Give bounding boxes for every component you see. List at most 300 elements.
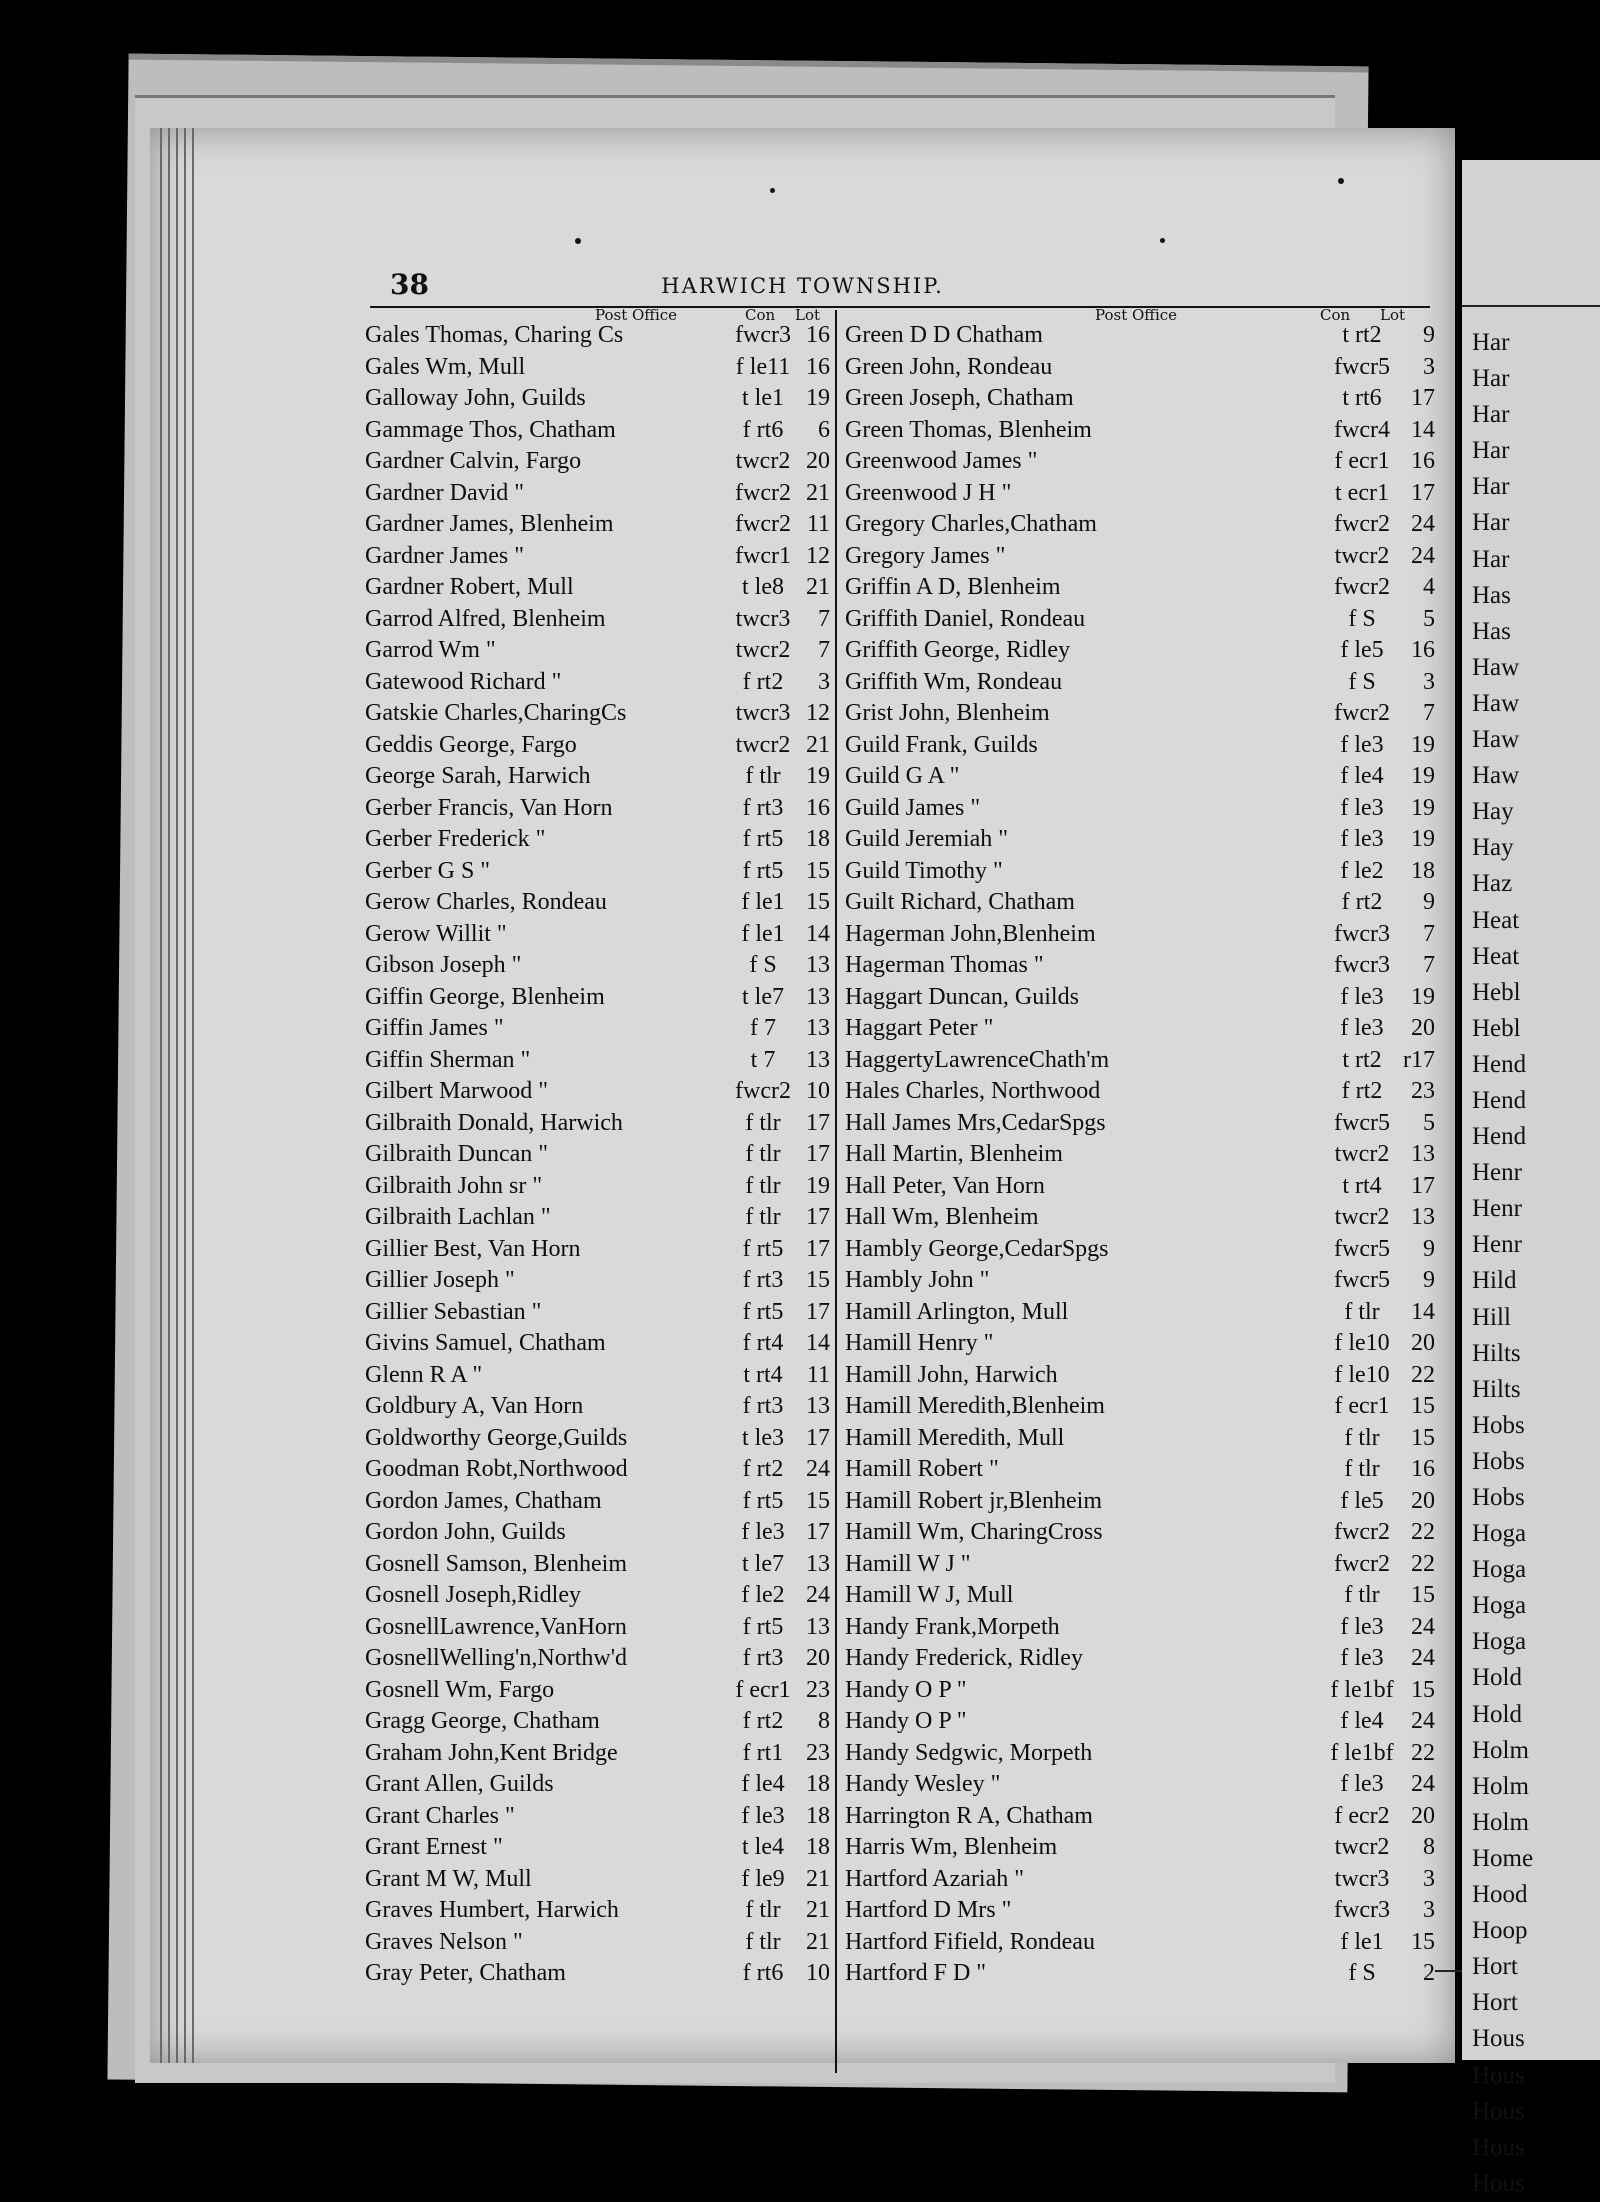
directory-entry <box>365 320 830 352</box>
entry-lot: 18 <box>806 826 830 852</box>
entry-lot: 19 <box>1411 794 1435 821</box>
next-page-fragment: Has <box>1472 581 1511 609</box>
entry-name: Hamill Arlington, Mull <box>845 1298 1069 1325</box>
entry-lot: 16 <box>806 794 830 821</box>
entry-concession: f le1 <box>741 889 785 915</box>
entry-lot: 12 <box>806 542 830 569</box>
next-page-fragment: Hoga <box>1472 1592 1527 1620</box>
next-page-fragment: Hoga <box>1472 1556 1527 1584</box>
entry-name: Hall Peter, Van Horn <box>845 1172 1045 1199</box>
entry-lot: 17 <box>806 1298 830 1325</box>
entry-name: HaggertyLawrenceChath'm <box>845 1046 1110 1073</box>
entry-lot: 24 <box>806 1456 830 1482</box>
entry-lot: 10 <box>806 1960 830 1986</box>
entry-concession: f tlr <box>1344 1298 1380 1325</box>
entry-concession: f rt5 <box>742 826 784 852</box>
entry-name: Green Thomas, Blenheim <box>845 416 1092 443</box>
entry-concession: f S <box>1348 1960 1376 1986</box>
entry-lot: 19 <box>1411 763 1435 789</box>
entry-lot: 3 <box>818 668 830 695</box>
entry-name: Gilbert Marwood " <box>365 1078 549 1104</box>
directory-entry <box>365 572 830 604</box>
directory-entry <box>365 541 830 573</box>
entry-lot: 17 <box>806 1204 830 1230</box>
entry-concession: f tlr <box>745 1141 781 1167</box>
directory-entry <box>365 1234 830 1266</box>
entry-lot: 2 <box>1423 1960 1435 1986</box>
entry-concession: fwcr2 <box>735 511 791 537</box>
next-page-fragment: Holm <box>1472 1808 1529 1836</box>
entry-name: Gosnell Samson, Blenheim <box>365 1550 627 1577</box>
directory-entry <box>365 761 830 793</box>
next-page-fragment: Hous <box>1472 2133 1525 2161</box>
directory-entry <box>365 1486 830 1518</box>
next-page-fragment: Holm <box>1472 1772 1529 1800</box>
directory-entry <box>845 1234 1435 1266</box>
entry-name: George Sarah, Harwich <box>365 763 591 789</box>
entry-lot: 15 <box>806 1267 830 1293</box>
directory-entry <box>365 730 830 762</box>
directory-entry <box>365 1549 830 1581</box>
entry-name: Gerow Willit " <box>365 920 507 947</box>
directory-entry <box>845 887 1435 919</box>
next-page-fragment: Henr <box>1472 1159 1522 1187</box>
directory-entry <box>845 1423 1435 1455</box>
entry-concession: f ecr2 <box>1334 1802 1390 1829</box>
header-rule <box>370 306 1430 308</box>
entry-name: Grant M W, Mull <box>365 1865 532 1892</box>
next-page-header-rule <box>1462 305 1600 307</box>
entry-lot: 15 <box>806 889 830 915</box>
entry-concession: fwcr2 <box>1334 700 1390 726</box>
entry-name: Grant Allen, Guilds <box>365 1771 554 1797</box>
entry-lot: 17 <box>806 1109 830 1136</box>
next-page-fragment: Hilts <box>1472 1375 1521 1403</box>
entry-name: Grist John, Blenheim <box>845 700 1050 726</box>
next-page-fragment: Har <box>1472 545 1510 573</box>
directory-entry <box>365 1927 830 1959</box>
entry-lot: 19 <box>1411 983 1435 1010</box>
entry-lot: 13 <box>806 983 830 1010</box>
entry-name: Glenn R A " <box>365 1361 483 1388</box>
entry-lot: 13 <box>806 1015 830 1041</box>
directory-entry <box>845 415 1435 447</box>
entry-name: Haggart Duncan, Guilds <box>845 983 1079 1010</box>
entry-name: Gilbraith Lachlan " <box>365 1204 551 1230</box>
entry-concession: f le3 <box>1340 794 1384 821</box>
entry-lot: 14 <box>1411 1298 1435 1325</box>
entry-concession: f tlr <box>745 1172 781 1199</box>
entry-lot: 21 <box>806 574 830 600</box>
entry-lot: 17 <box>1411 479 1435 506</box>
entry-concession: t rt2 <box>1342 322 1382 348</box>
entry-concession: f le4 <box>1340 763 1384 789</box>
entry-name: Griffin A D, Blenheim <box>845 574 1061 600</box>
entry-lot: 17 <box>806 1424 830 1451</box>
directory-entry <box>365 1171 830 1203</box>
entry-concession: fwcr5 <box>1334 1235 1390 1262</box>
directory-entry <box>365 383 830 415</box>
directory-entry <box>365 698 830 730</box>
entry-concession: f rt4 <box>742 1330 784 1356</box>
next-page-fragment: Hilts <box>1472 1339 1521 1367</box>
entry-name: Hamill Meredith,Blenheim <box>845 1393 1105 1419</box>
entry-name: Hambly George,CedarSpgs <box>845 1235 1109 1262</box>
directory-entry <box>845 1045 1435 1077</box>
next-page-fragment: Hend <box>1472 1123 1527 1151</box>
entry-lot: 3 <box>1423 1865 1435 1892</box>
directory-entry <box>845 446 1435 478</box>
entry-concession: fwcr2 <box>1334 1519 1390 1545</box>
entry-name: Guild Frank, Guilds <box>845 731 1038 758</box>
entry-name: Handy Sedgwic, Morpeth <box>845 1739 1093 1766</box>
left-lot-heading: Lot <box>795 306 821 324</box>
directory-entry <box>365 1801 830 1833</box>
entry-concession: f rt2 <box>742 1708 784 1734</box>
entry-lot: 17 <box>1411 1172 1435 1199</box>
directory-entry <box>845 1643 1435 1675</box>
entry-concession: f rt2 <box>1341 1078 1383 1104</box>
directory-entry <box>845 919 1435 951</box>
next-page-fragment: Har <box>1472 365 1510 393</box>
entry-concession: f le5 <box>1340 1487 1384 1514</box>
directory-entry <box>845 824 1435 856</box>
next-page-fragment: Hood <box>1472 1881 1528 1909</box>
entry-lot: 22 <box>1411 1519 1435 1545</box>
entry-concession: f le3 <box>741 1802 785 1829</box>
next-page-fragment: Hebl <box>1472 978 1521 1006</box>
entry-name: Griffith Daniel, Rondeau <box>845 605 1086 632</box>
directory-entry <box>365 824 830 856</box>
entry-concession: fwcr3 <box>1334 952 1390 978</box>
entry-lot: 9 <box>1423 322 1435 348</box>
entry-name: Gatskie Charles,CharingCs <box>365 700 627 726</box>
directory-entry <box>845 950 1435 982</box>
entry-name: Gardner David " <box>365 479 525 506</box>
directory-entry <box>845 1801 1435 1833</box>
entry-concession: t rt2 <box>1342 1046 1382 1073</box>
entry-lot: 16 <box>806 322 830 348</box>
entry-lot: 20 <box>1411 1330 1435 1356</box>
entry-lot: 22 <box>1411 1739 1435 1766</box>
entry-name: Gilbraith John sr " <box>365 1172 543 1199</box>
directory-entry <box>365 1454 830 1486</box>
entry-concession: f ecr1 <box>1334 448 1390 474</box>
entry-lot: 23 <box>806 1676 830 1703</box>
entry-name: Gragg George, Chatham <box>365 1708 600 1734</box>
directory-entry <box>845 1958 1435 1990</box>
page-edge-line <box>168 128 170 2063</box>
entry-lot: 21 <box>806 1928 830 1955</box>
entry-concession: f le3 <box>741 1519 785 1545</box>
entry-concession: f rt5 <box>742 1613 784 1640</box>
directory-entry <box>845 509 1435 541</box>
entry-lot: 19 <box>806 1172 830 1199</box>
entry-name: Handy O P " <box>845 1708 967 1734</box>
entry-concession: f tlr <box>1344 1424 1380 1451</box>
next-page-fragment: Hoga <box>1472 1628 1527 1656</box>
entry-concession: f le9 <box>741 1865 785 1892</box>
entry-concession: fwcr5 <box>1334 353 1390 380</box>
entry-lot: 18 <box>806 1834 830 1860</box>
page-edge-line <box>184 128 186 2063</box>
directory-entry <box>365 1076 830 1108</box>
entry-name: Gregory James " <box>845 542 1006 569</box>
entry-lot: 18 <box>1411 857 1435 884</box>
entry-lot: 3 <box>1423 1897 1435 1923</box>
next-page-fragment: Hold <box>1472 1700 1522 1728</box>
entry-lot: 19 <box>1411 826 1435 852</box>
entry-name: Guild Jeremiah " <box>845 826 1009 852</box>
entry-name: Gardner Calvin, Fargo <box>365 448 582 474</box>
next-page-fragment: Haw <box>1472 689 1520 717</box>
directory-entry <box>365 604 830 636</box>
directory-entry <box>365 1045 830 1077</box>
directory-entry <box>845 856 1435 888</box>
directory-entry <box>365 1265 830 1297</box>
next-page-fragment: Hoop <box>1472 1917 1528 1945</box>
entry-concession: t le4 <box>742 1834 784 1860</box>
entry-name: Gibson Joseph " <box>365 952 522 978</box>
entry-concession: f rt6 <box>742 1960 784 1986</box>
entry-concession: f le1 <box>741 920 785 947</box>
entry-lot: 3 <box>1423 668 1435 695</box>
entry-concession: fwcr4 <box>1334 416 1390 443</box>
entry-name: Gray Peter, Chatham <box>365 1960 566 1986</box>
entry-concession: f le3 <box>1340 983 1384 1010</box>
next-page-fragment: Hobs <box>1472 1484 1525 1511</box>
entry-lot: 24 <box>1411 511 1435 537</box>
entry-concession: t le3 <box>742 1424 784 1451</box>
entry-lot: 15 <box>1411 1424 1435 1451</box>
entry-concession: f ecr1 <box>735 1676 791 1703</box>
entry-name: Gardner James, Blenheim <box>365 511 614 537</box>
entry-concession: f rt5 <box>742 1235 784 1262</box>
entry-lot: 13 <box>806 1550 830 1577</box>
entry-concession: twcr3 <box>735 605 791 632</box>
ink-speck <box>1338 178 1344 184</box>
entry-concession: f le10 <box>1334 1330 1390 1356</box>
entry-lot: 16 <box>806 353 830 380</box>
entry-concession: fwcr2 <box>1334 1550 1390 1577</box>
entry-name: Givins Samuel, Chatham <box>365 1330 606 1356</box>
entry-name: Hagerman Thomas " <box>845 952 1044 978</box>
entry-name: Gerber Frederick " <box>365 826 546 852</box>
entry-name: Guilt Richard, Chatham <box>845 889 1075 915</box>
entry-lot: 24 <box>1411 1708 1435 1734</box>
directory-entry <box>365 1832 830 1864</box>
entry-lot: 7 <box>1423 920 1435 947</box>
next-page-edge <box>1462 160 1600 2197</box>
entry-name: Hagerman John,Blenheim <box>845 920 1096 947</box>
directory-entry <box>845 698 1435 730</box>
ink-speck <box>1160 238 1165 243</box>
entry-concession: f tlr <box>1344 1582 1380 1608</box>
directory-entry <box>365 1139 830 1171</box>
entry-name: Gales Wm, Mull <box>365 353 526 380</box>
entry-lot: 7 <box>1423 952 1435 978</box>
directory-entry <box>845 1675 1435 1707</box>
directory-entry <box>365 1769 830 1801</box>
next-page-fragment: Hend <box>1472 1050 1527 1078</box>
right-lot-heading: Lot <box>1380 306 1406 324</box>
entry-concession: twcr2 <box>735 731 791 758</box>
entry-concession: twcr3 <box>1334 1865 1390 1892</box>
entry-lot: 11 <box>806 1361 830 1388</box>
entry-concession: f rt2 <box>1341 889 1383 915</box>
directory-entry <box>365 415 830 447</box>
entry-concession: twcr3 <box>735 700 791 726</box>
entry-name: Gardner James " <box>365 542 525 569</box>
directory-entry <box>845 1328 1435 1360</box>
entry-name: Gillier Best, Van Horn <box>365 1235 581 1262</box>
entry-name: Green D D Chatham <box>845 322 1043 348</box>
entry-lot: 10 <box>806 1078 830 1104</box>
directory-entry <box>845 352 1435 384</box>
entry-lot: 20 <box>1411 1802 1435 1829</box>
next-page-fragment: Haw <box>1472 762 1520 790</box>
left-entry-column <box>365 320 830 1990</box>
directory-entry <box>365 1580 830 1612</box>
directory-entry <box>845 572 1435 604</box>
directory-entry <box>365 1202 830 1234</box>
entry-name: Goldworthy George,Guilds <box>365 1424 628 1451</box>
directory-entry <box>365 1738 830 1770</box>
directory-entry <box>365 1864 830 1896</box>
entry-concession: twcr2 <box>1334 1834 1390 1860</box>
entry-name: Graves Nelson " <box>365 1928 523 1955</box>
entry-concession: f tlr <box>745 1204 781 1230</box>
entry-lot: 16 <box>1411 637 1435 663</box>
entry-lot: 23 <box>806 1739 830 1766</box>
entry-concession: fwcr3 <box>735 322 791 348</box>
entry-lot: 9 <box>1423 1267 1435 1293</box>
next-page-fragment: Hobs <box>1472 1411 1525 1439</box>
entry-concession: f le3 <box>1340 1771 1384 1797</box>
entry-lot: 20 <box>806 448 830 474</box>
entry-name: Gerber G S " <box>365 857 491 884</box>
directory-entry <box>845 1013 1435 1045</box>
directory-entry <box>845 667 1435 699</box>
entry-name: Guild G A " <box>845 763 960 789</box>
next-page-fragment-list <box>1462 325 1533 2202</box>
next-page-fragment: Henr <box>1472 1231 1522 1259</box>
entry-concession: twcr2 <box>1334 1141 1390 1167</box>
entry-concession: f ecr1 <box>1334 1393 1390 1419</box>
directory-entry <box>365 1643 830 1675</box>
directory-entry <box>365 1423 830 1455</box>
entry-name: Guild Timothy " <box>845 857 1003 884</box>
entry-concession: f le4 <box>741 1771 785 1797</box>
directory-entry <box>845 604 1435 636</box>
directory-entry <box>365 982 830 1014</box>
page-edge-line <box>192 128 194 2063</box>
entry-name: Grant Charles " <box>365 1802 515 1829</box>
next-page-fragment: Has <box>1472 617 1511 645</box>
entry-name: Graves Humbert, Harwich <box>365 1897 619 1923</box>
entry-concession: f le4 <box>1340 1708 1384 1734</box>
next-page-fragment: Hild <box>1472 1267 1517 1295</box>
entry-name: Grant Ernest " <box>365 1834 503 1860</box>
entry-concession: fwcr1 <box>735 542 791 569</box>
entry-name: Greenwood J H " <box>845 479 1012 506</box>
directory-entry <box>365 950 830 982</box>
entry-lot: 13 <box>806 1046 830 1073</box>
entry-lot: 24 <box>1411 542 1435 569</box>
directory-entry <box>365 919 830 951</box>
entry-concession: t le7 <box>742 1550 784 1577</box>
entry-name: Griffith George, Ridley <box>845 637 1071 663</box>
directory-entry <box>845 1391 1435 1423</box>
entry-name: Gregory Charles,Chatham <box>845 511 1097 537</box>
entry-concession: f rt1 <box>742 1739 784 1766</box>
next-page-fragment: Har <box>1472 473 1510 501</box>
entry-name: Hartford D Mrs " <box>845 1897 1012 1923</box>
entry-name: Greenwood James " <box>845 448 1038 474</box>
entry-concession: f S <box>1348 668 1376 695</box>
directory-entry <box>845 1171 1435 1203</box>
entry-lot: 3 <box>1423 353 1435 380</box>
entry-concession: f tlr <box>745 1928 781 1955</box>
entry-lot: 21 <box>806 731 830 758</box>
entry-concession: f rt5 <box>742 1298 784 1325</box>
entry-concession: f tlr <box>745 1109 781 1136</box>
entry-concession: f le11 <box>735 353 791 380</box>
entry-name: Gatewood Richard " <box>365 668 562 695</box>
entry-name: Giffin George, Blenheim <box>365 983 605 1010</box>
next-page-fragment: Haw <box>1472 653 1520 681</box>
left-con-heading: Con <box>745 306 776 324</box>
right-post-office-heading: Post Office <box>1095 306 1178 324</box>
next-page-fragment: Hay <box>1472 798 1514 826</box>
entry-name: Gardner Robert, Mull <box>365 574 574 600</box>
entry-concession: f rt5 <box>742 1487 784 1514</box>
entry-concession: twcr2 <box>1334 1204 1390 1230</box>
entry-concession: fwcr5 <box>1334 1109 1390 1136</box>
entry-concession: fwcr3 <box>1334 1897 1390 1923</box>
entry-name: Harris Wm, Blenheim <box>845 1834 1058 1860</box>
entry-name: Hamill Robert jr,Blenheim <box>845 1487 1102 1514</box>
entry-concession: t le7 <box>742 983 784 1010</box>
directory-entry <box>365 1360 830 1392</box>
directory-entry <box>365 667 830 699</box>
next-page-fragment: Hous <box>1472 2061 1525 2089</box>
entry-name: Gosnell Wm, Fargo <box>365 1676 555 1703</box>
entry-lot: 4 <box>1423 574 1435 600</box>
entry-concession: t rt6 <box>1342 385 1382 411</box>
next-page-fragment: Holm <box>1472 1736 1529 1764</box>
entry-name: Gammage Thos, Chatham <box>365 416 616 443</box>
entry-concession: fwcr2 <box>735 479 791 506</box>
next-page-fragment: Hill <box>1472 1303 1511 1331</box>
entry-lot: 15 <box>806 857 830 884</box>
next-page-fragment: Heat <box>1472 942 1520 970</box>
entry-concession: f le3 <box>1340 1645 1384 1671</box>
entry-name: Gordon James, Chatham <box>365 1487 602 1514</box>
entry-concession: f rt2 <box>742 1456 784 1482</box>
entry-name: Gilbraith Duncan " <box>365 1141 549 1167</box>
directory-entry <box>845 478 1435 510</box>
entry-concession: f le1bf <box>1330 1739 1394 1766</box>
directory-entry <box>845 1486 1435 1518</box>
entry-lot: 24 <box>1411 1771 1435 1797</box>
next-page-fragment: Home <box>1472 1844 1534 1872</box>
entry-name: Gillier Sebastian " <box>365 1298 542 1325</box>
entry-lot: 19 <box>1411 731 1435 758</box>
entry-concession: f tlr <box>745 763 781 789</box>
directory-entry <box>845 793 1435 825</box>
entry-lot: 24 <box>1411 1645 1435 1671</box>
